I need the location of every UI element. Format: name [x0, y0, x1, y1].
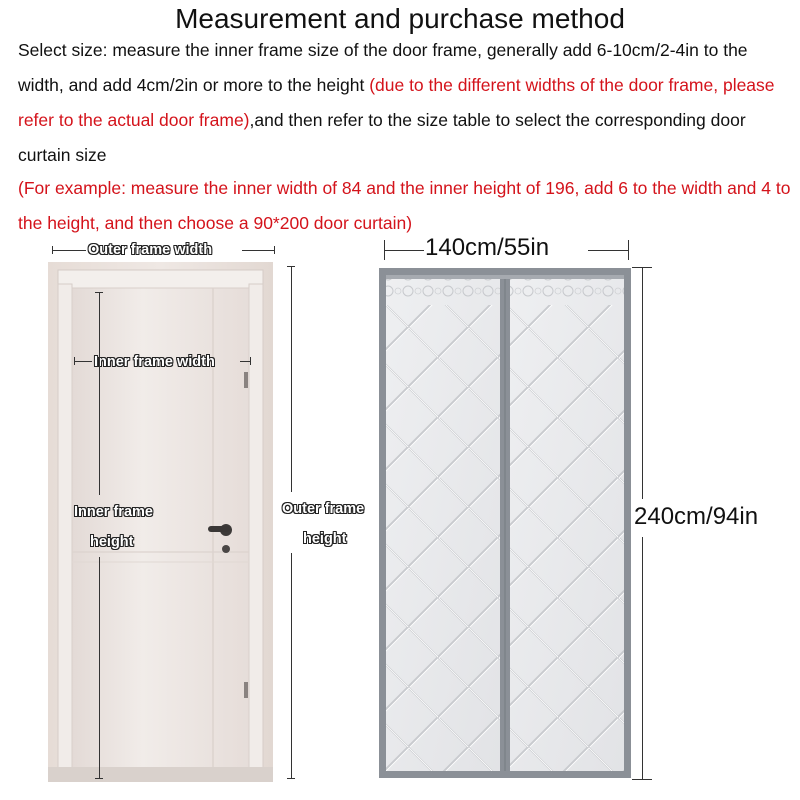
inner-height-line-bottom: [99, 557, 100, 778]
instructions-note: (due to the different widths of the door frame, please refer to the actual door frame): [18, 75, 775, 130]
inner-height-tick-bottom: [95, 778, 103, 779]
outer-width-line-right: [242, 250, 274, 251]
outer-height-tick-bottom: [287, 778, 295, 779]
instructions-text-2: ,and then refer to the size table to select the corresponding door curtain size: [18, 110, 746, 165]
curtain-width-line-left: [384, 250, 424, 251]
curtain-height-line-bottom: [642, 537, 643, 779]
size-instructions: [18, 33, 793, 173]
inner-frame-width-label: Inner frame width: [94, 354, 215, 370]
example-note: (For example: measure the inner width of 84 and the inner height of 196, add 6 to the width and 4 to the height, and then choose a 90*200 door curtain): [18, 178, 791, 233]
curtain-height-label: 240cm/94in: [634, 503, 759, 530]
curtain-width-line-right: [588, 250, 628, 251]
inner-frame-height-label-line1: Inner frame: [74, 504, 153, 520]
outer-width-tick-right: [274, 246, 275, 254]
inner-frame-height-label-line2: height: [90, 534, 134, 550]
outer-frame-width-label: Outer frame width: [88, 242, 213, 258]
curtain-width-tick-right: [628, 240, 629, 260]
inner-width-tick-right: [250, 357, 251, 365]
curtain-width-label: 140cm/55in: [425, 234, 550, 261]
door-curtain-illustration: [378, 267, 632, 779]
curtain-height-tick-bottom: [632, 779, 652, 780]
outer-height-line-top: [291, 266, 292, 492]
curtain-height-line-top: [642, 267, 643, 499]
page-title: Measurement and purchase method: [175, 3, 625, 34]
instructions-text: Select size: measure the inner frame size of the door frame, generally add 6-10cm/2-4in to the width, and add 4cm/2in or more to the height: [18, 40, 748, 95]
outer-frame-height-label-line1: Outer frame: [282, 501, 365, 517]
inner-height-line-top: [99, 292, 100, 495]
inner-width-line-left: [74, 361, 92, 362]
inner-width-line-right: [240, 361, 250, 362]
outer-frame-height-label-line2: height: [303, 531, 347, 547]
outer-width-line-left: [52, 250, 86, 251]
outer-height-line-bottom: [291, 553, 292, 778]
